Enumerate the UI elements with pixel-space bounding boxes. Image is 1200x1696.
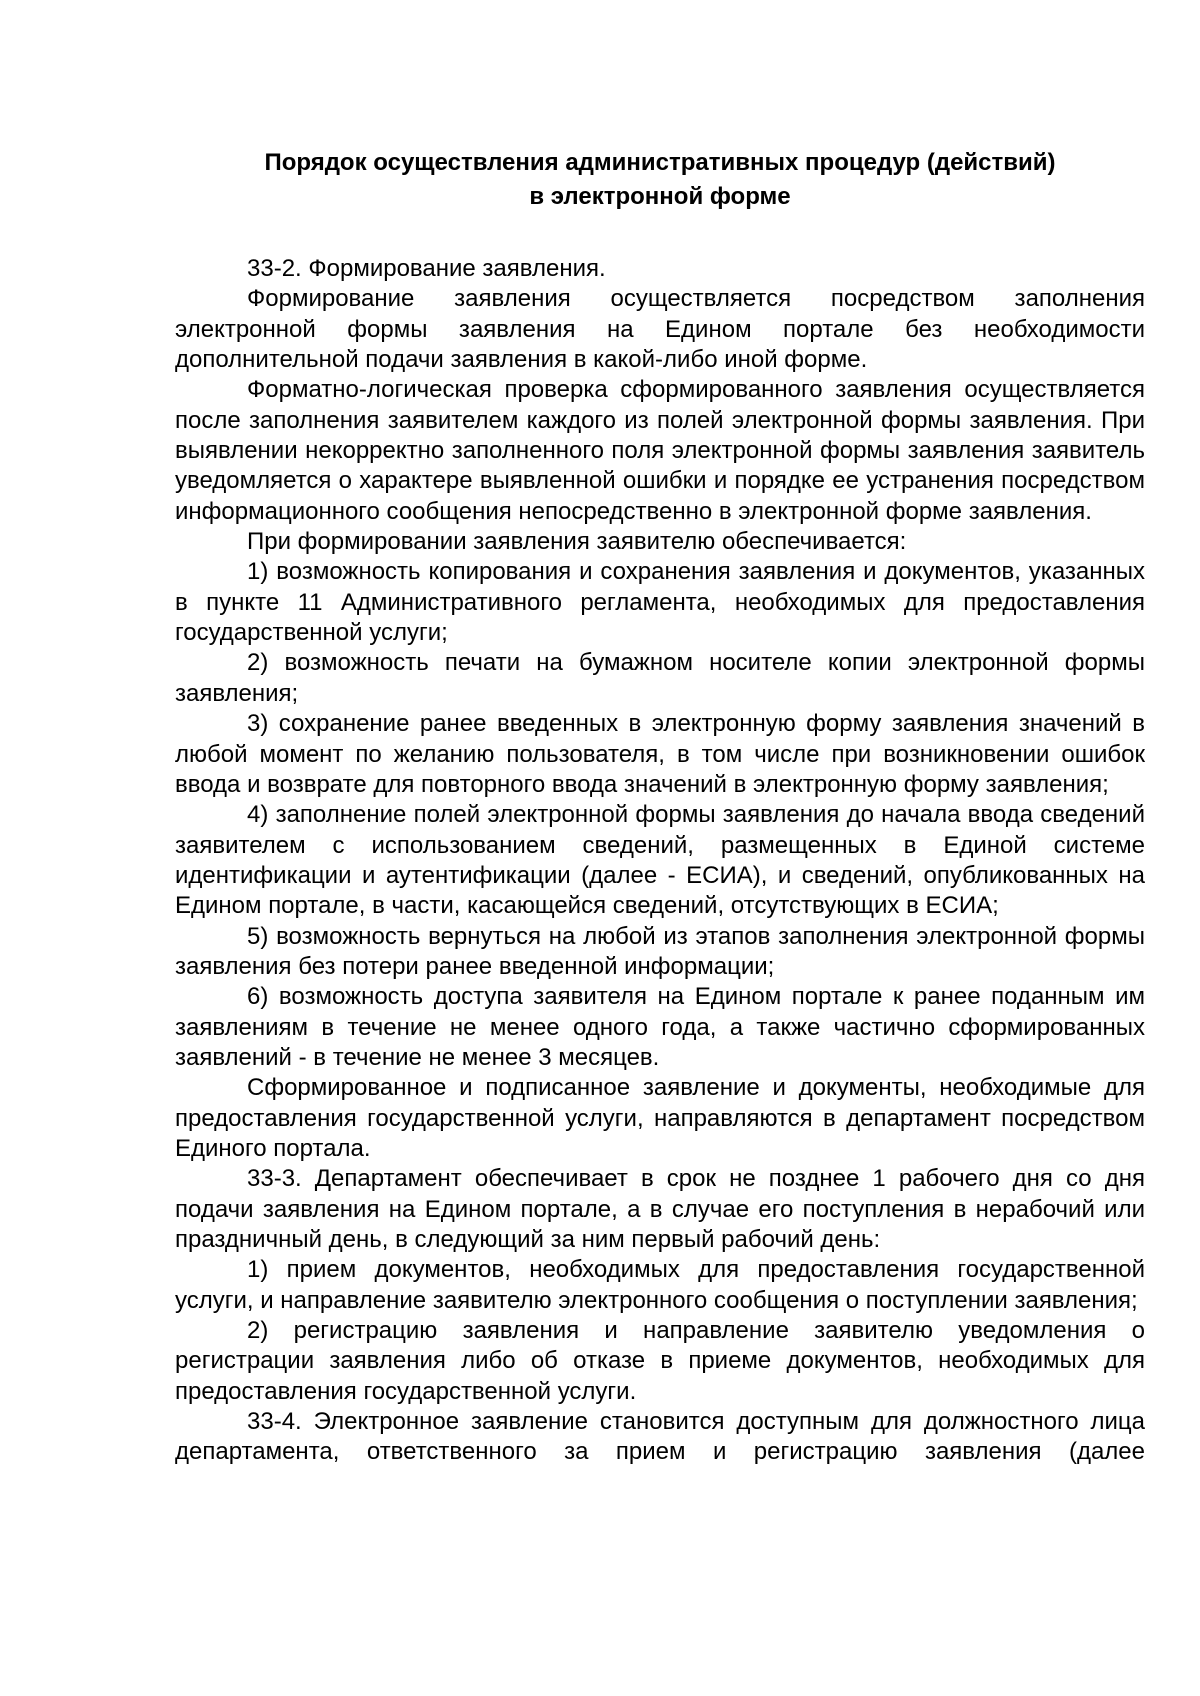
paragraph: При формировании заявления заявителю обеспечивается: <box>247 528 907 556</box>
paragraph: Формирование заявления осуществляется посредством заполнения электронной формы заявления на Едином портале без необходимости дополнительной подачи заявления в какой-либо иной форме. <box>175 285 1145 374</box>
paragraph: 2) возможность печати на бумажном носителе копии электронной формы заявления; <box>175 649 1145 707</box>
paragraph: 33-2. Формирование заявления. <box>247 255 606 282</box>
paragraph: Форматно-логическая проверка сформированного заявления осуществляется после заполнения заявителем каждого из полей электронной формы заявления. При выявлении некорректно заполненного поля электронной формы заявления заявитель уведомляется о характере выявленной ошибки и порядке ее устранения посредством информационного сообщения непосредственно в электронной форме заявления. <box>175 376 1145 525</box>
paragraph: 33-3. Департамент обеспечивает в срок не позднее 1 рабочего дня со дня подачи заявления на Едином портале, а в случае его поступления в нерабочий или праздничный день, в следующий за ним первый рабочий день: <box>175 1165 1145 1253</box>
title-line-2: в электронной форме <box>529 183 791 210</box>
paragraph: 5) возможность вернуться на любой из этапов заполнения электронной формы заявления без потери ранее введенной информации; <box>175 922 1145 980</box>
title-line-1: Порядок осуществления административных процедур (действий) <box>264 149 1056 176</box>
document-title <box>175 146 1145 214</box>
paragraph: 1) возможность копирования и сохранения заявления и документов, указанных в пункте 11 Административного регламента, необходимых для предоставления государственной услуги; <box>175 558 1145 647</box>
paragraph: 4) заполнение полей электронной формы заявления до начала ввода сведений заявителем с использованием сведений, размещенных в Единой системе идентификации и аутентификации (далее - ЕСИА), и сведений, опубликованных на Едином портале, в части, касающейся сведений, отсутствующих в ЕСИА; <box>175 801 1145 920</box>
paragraph: 3) сохранение ранее введенных в электронную форму заявления значений в любой момент по желанию пользователя, в том числе при возникновении ошибок ввода и возврате для повторного ввода значений в электронную форму заявления; <box>175 710 1145 798</box>
paragraph: Сформированное и подписанное заявление и документы, необходимые для предоставления государственной услуги, направляются в департамент посредством Единого портала. <box>175 1074 1145 1162</box>
document-body <box>175 254 1145 1468</box>
paragraph: 2) регистрацию заявления и направление заявителю уведомления о регистрации заявления либо об отказе в приеме документов, необходимых для предоставления государственной услуги. <box>175 1317 1145 1405</box>
paragraph: 1) прием документов, необходимых для предоставления государственной услуги, и направление заявителю электронного сообщения о поступлении заявления; <box>175 1256 1145 1314</box>
paragraph: 6) возможность доступа заявителя на Едином портале к ранее поданным им заявлениям в течение не менее одного года, а также частично сформированных заявлений - в течение не менее 3 месяцев. <box>175 983 1145 1071</box>
paragraph: 33-4. Электронное заявление становится доступным для должностного лица департамента, ответственного за прием и регистрацию заявления (далее <box>175 1408 1145 1466</box>
